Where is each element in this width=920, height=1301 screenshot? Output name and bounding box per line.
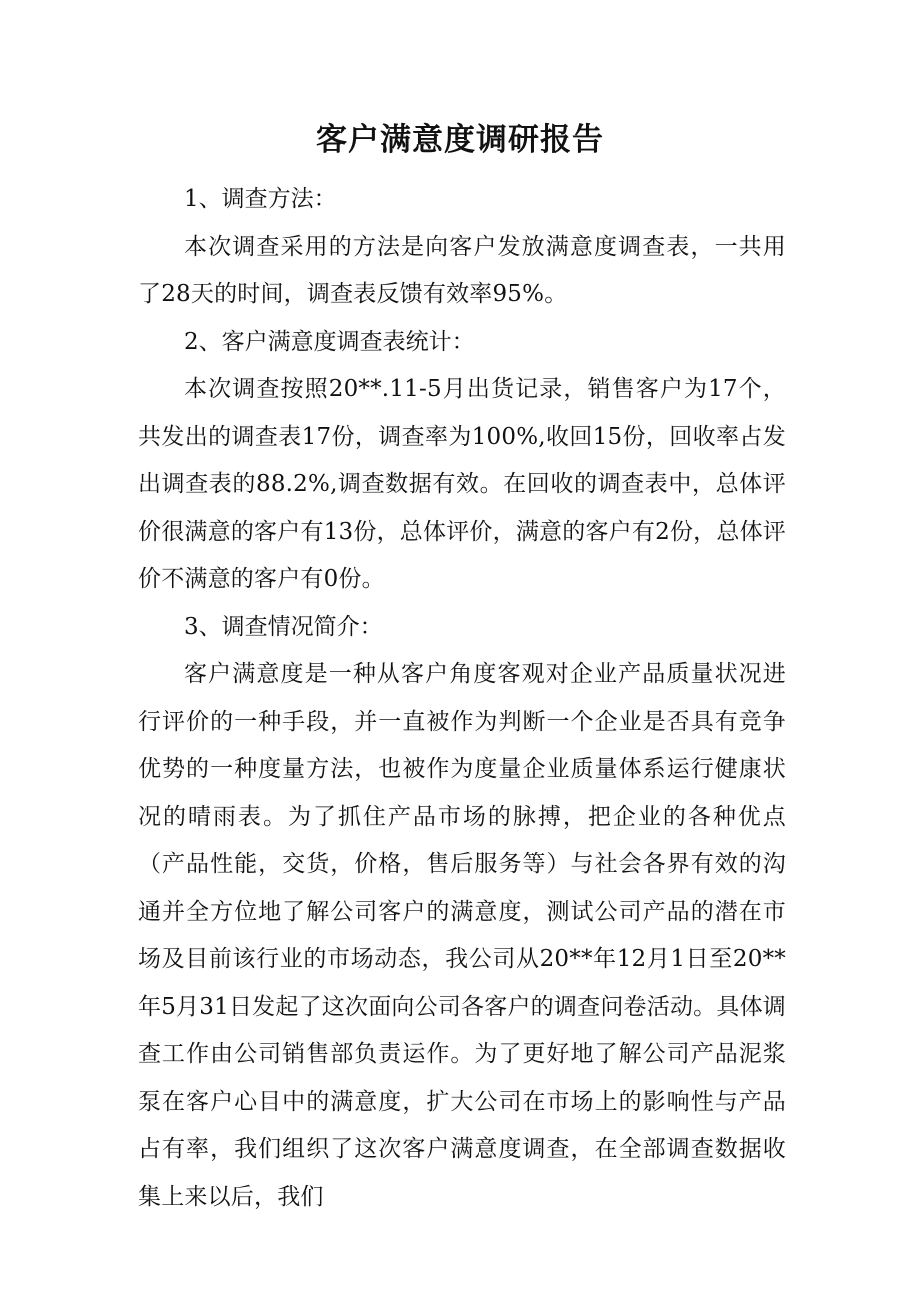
section-body-method: 本次调查采用的方法是向客户发放满意度调查表，一共用了28天的时间，调查表反馈有效率95%。 (138, 233, 786, 307)
section-heading-overview: 3、调查情况简介： (184, 613, 383, 640)
document-title: 客户满意度调研报告 (316, 122, 604, 158)
section-body-statistics: 本次调查按照20**.11-5月出货记录，销售客户为17个，共发出的调查表17份，调查率为100%,收回15份，回收率占发出调查表的88.2%,调查数据有效。在回收的调查表中，总体评价很满意的客户有13份，总体评价，满意的客户有2份，总体评价不满意的客户有0份。 (138, 376, 786, 592)
section-heading-statistics: 2、客户满意度调查表统计： (184, 328, 475, 355)
section-body-overview: 客户满意度是一种从客户角度客观对企业产品质量状况进行评价的一种手段，并一直被作为判断一个企业是否具有竞争优势的一种度量方法，也被作为度量企业质量体系运行健康状况的晴雨表。为了抓住产品市场的脉搏，把企业的各种优点（产品性能，交货，价格，售后服务等）与社会各界有效的沟通并全方位地了解公司客户的满意度，测试公司产品的潜在市场及目前该行业的市场动态，我公司从20**年12月1日至20**年5月31日发起了这次面向公司各客户的调查问卷活动。具体调查工作由公司销售部负责运作。为了更好地了解公司产品泥浆泵在客户心目中的满意度，扩大公司在市场上的影响性与产品占有率，我们组织了这次客户满意度调查，在全部调查数据收集上来以后，我们 (138, 661, 786, 1210)
document-body (138, 176, 786, 1221)
section-heading-method: 1、调查方法： (184, 186, 337, 212)
